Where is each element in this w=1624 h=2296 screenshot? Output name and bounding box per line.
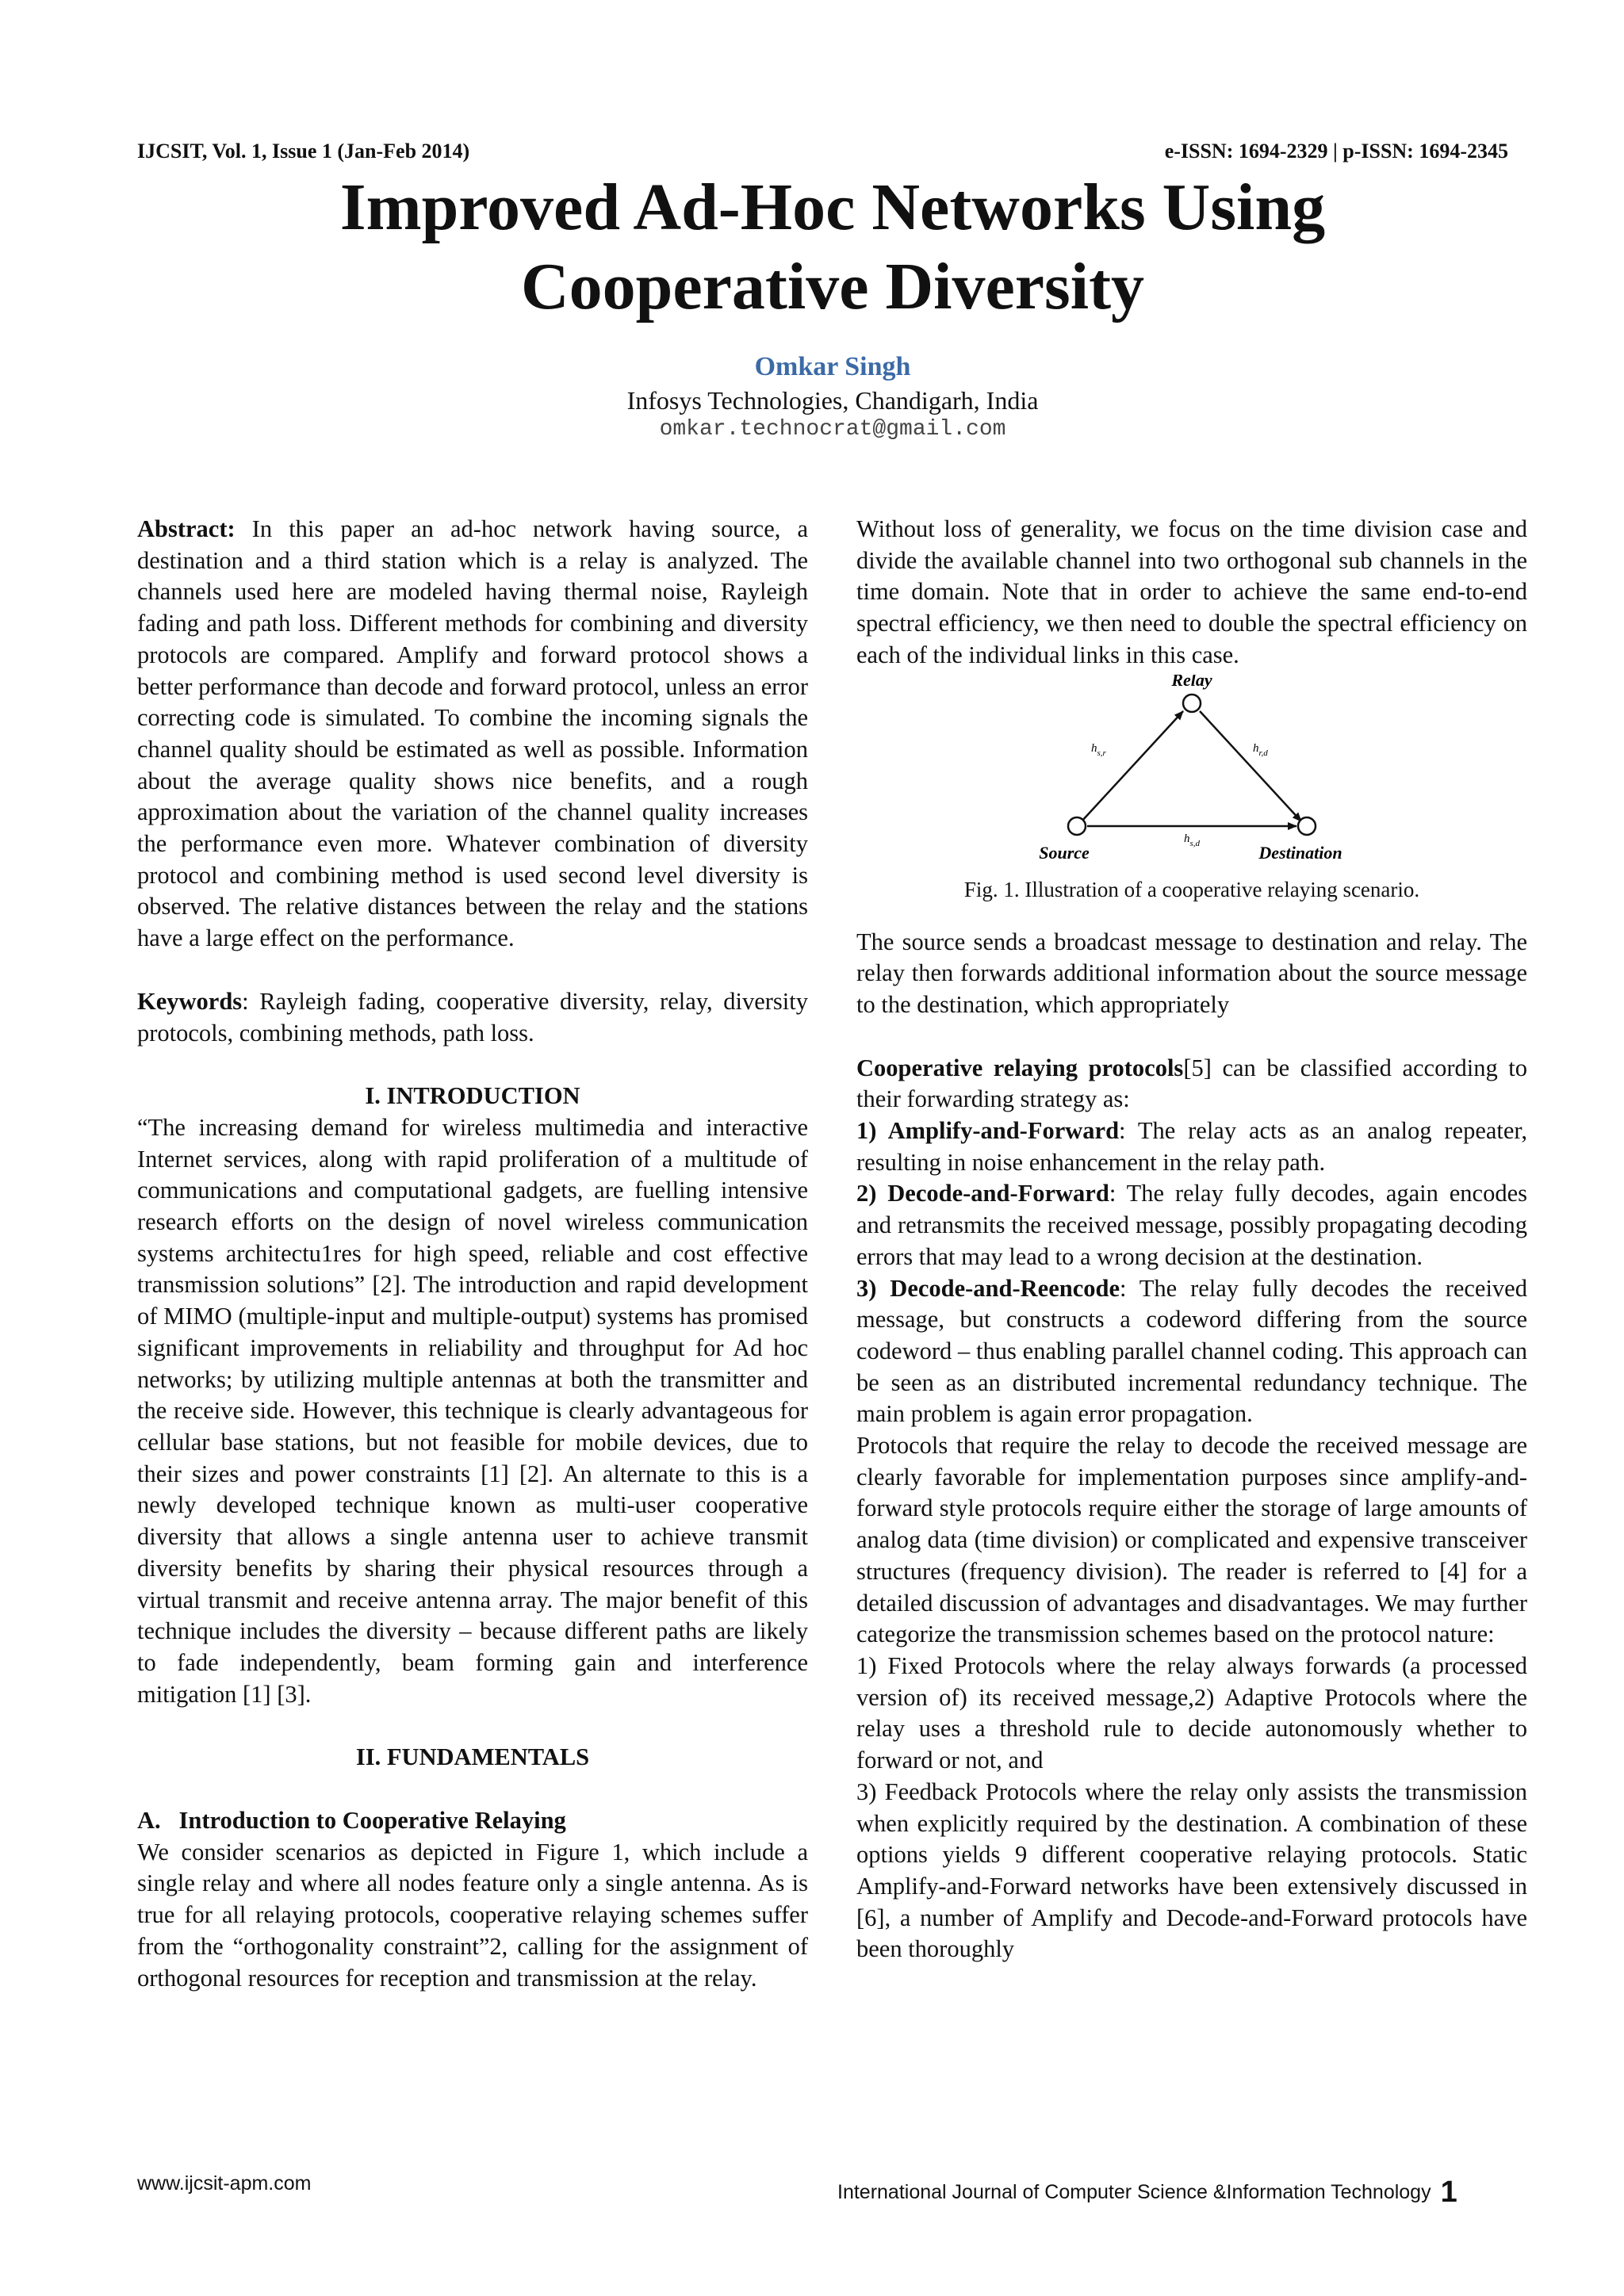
paragraph-broadcast: The source sends a broadcast message to destination and relay. The relay then forwards additional information about the source message to the destination, which appropriately: [856, 928, 1527, 1018]
paragraph-feedback: 3) Feedback Protocols where the relay only assists the transmission when explicitly required by the destination. A combination of these options yields 9 different cooperative relaying protocols. Static Amplify-and-Forward networks have been extensively discussed in [6], a number of Amplify and Decode-and-Forward protocols have been thoroughly: [856, 1777, 1527, 1963]
fundamentals-text: We consider scenarios as depicted in Figure 1, which include a single relay and where all nodes feature only a single antenna. As is true for all relaying protocols, cooperative relaying schemes suffer from the “orthogonality constraint”2, calling for the assignment of orthogonal resources for reception and transmission at the relay.: [137, 1838, 808, 1992]
title-line-2: Cooperative Diversity: [520, 250, 1145, 323]
protocol-df: [856, 1178, 1527, 1272]
protocol-af: [856, 1115, 1527, 1178]
footer-url[interactable]: www.ijcsit-apm.com: [137, 2172, 312, 2195]
title-line-1: Improved Ad-Hoc Networks Using: [339, 170, 1326, 244]
relay-label: Relay: [1171, 674, 1212, 690]
author-affiliation: Infosys Technologies, Chandigarh, India: [626, 386, 1039, 415]
h-rd-label: $h_{r,d}$: [1253, 741, 1268, 758]
destination-label: Destination: [1258, 842, 1342, 863]
protocol-df-label: 2) Decode-and-Forward: [856, 1180, 1109, 1207]
journal-volume: IJCSIT, Vol. 1, Issue 1 (Jan-Feb 2014): [137, 140, 470, 163]
author-email[interactable]: omkar.technocrat@gmail.com: [659, 417, 1006, 442]
issn: e-ISSN: 1694-2329 | p-ISSN: 1694-2345: [1164, 140, 1508, 163]
protocol-dr-label: 3) Decode-and-Reencode: [856, 1274, 1120, 1302]
footer-journal-name: International Journal of Computer Science &Information Technology: [837, 2181, 1431, 2203]
source-node: [1068, 817, 1086, 835]
abstract-text: In this paper an ad-hoc network having source, a destination and a third station which is a relay is analyzed. The channels used here are modeled having thermal noise, Rayleigh fading and path loss. Different methods for combining and diversity protocols are compared. Amplify and forward protocol shows a better performance than decode and forward protocol, unless an error correcting code is simulated. To combine the incoming signals the channel quality should be estimated as well as possible. Information about the average quality shows nice benefits, and a rough approximation about the variation of the channel quality increases the performance even more. Whatever combination of diversity protocol and combining method is used second level diversity is observed. The relative distances between the relay and the stations have a large effect on the performance.: [137, 515, 808, 952]
destination-node: [1298, 817, 1316, 835]
keywords-label: Keywords: [137, 987, 243, 1015]
abstract-label: Abstract:: [137, 515, 236, 542]
edge-source-relay: [1082, 711, 1183, 821]
protocol-af-text: : The relay acts as an analog repeater, resulting in noise enhancement in the relay path.: [856, 1117, 1527, 1176]
footer-journal: [837, 2172, 1457, 2209]
intro-heading: I. INTRODUCTION: [365, 1082, 580, 1110]
page-number: 1: [1440, 2175, 1457, 2209]
right-column: [856, 514, 1527, 1965]
protocol-af-label: 1) Amplify-and-Forward: [856, 1117, 1120, 1145]
protocol-dr: [856, 1273, 1527, 1431]
h-sd-label: $h_{s,d}$: [1184, 832, 1201, 848]
h-sr-label: $h_{s,r}$: [1091, 741, 1106, 758]
edge-relay-destination: [1200, 711, 1301, 821]
paper-title: [0, 168, 1624, 327]
author-name: Omkar Singh: [754, 352, 911, 381]
intro-text: “The increasing demand for wireless multimedia and interactive Internet services, along with rapid proliferation of a multitude of communications and computational gadgets, are fuelling intensive research efforts on the design of novel wireless communication systems architectu1res for high speed, reliable and cost effective transmission solutions” [2]. The introduction and rapid development of MIMO (multiple-input and multiple-output) systems has promised significant improvements in reliability and throughput for Ad hoc networks; by utilizing multiple antennas at both the transmitter and the receive side. However, this technique is clearly advantageous for cellular base stations, but not feasible for mobile devices, due to their sizes and power constraints [1] [2]. An alternate to this is a newly developed technique known as multi-user cooperative diversity that allows a single antenna user to achieve transmit diversity benefits by sharing their physical resources through a virtual transmit and receive antenna array. The major benefit of this technique includes the diversity – because different paths are likely to fade independently, beam forming gain and interference mitigation [1] [3].: [137, 1113, 808, 1708]
subsection-heading: A. Introduction to Cooperative Relaying: [137, 1807, 566, 1835]
paragraph-fixed-adaptive: 1) Fixed Protocols where the relay always forwards (a processed version of) its received message,2) Adaptive Protocols where the relay uses a threshold rule to decide autonomously whether to forward or not, and: [856, 1651, 1527, 1774]
source-label: Source: [1039, 842, 1090, 863]
figure-relay-scenario: [856, 675, 1527, 871]
protocols-text: [5] can be classified according to their forwarding strategy as:: [856, 1054, 1528, 1113]
protocol-df-text: : The relay fully decodes, again encodes and retransmits the received message, possibly propagating decoding errors that may lead to a wrong decision at the destination.: [856, 1180, 1527, 1270]
paragraph-time-division: Without loss of generality, we focus on the time division case and divide the available channel into two orthogonal sub channels in the time domain. Note that in order to achieve the same end-to-end spectral efficiency, we then need to double the spectral efficiency on each of the individual links in this case.: [856, 515, 1527, 668]
protocols-label: Cooperative relaying protocols: [856, 1054, 1184, 1081]
relay-node: [1183, 695, 1201, 712]
paragraph-decode-protocols: Protocols that require the relay to decode the received message are clearly favorable for implementation purposes since amplify-and-forward style protocols require either the storage of large amounts of analog data (time division) or complicated and expensive transceiver structures (frequency division). The reader is referred to [4] for a detailed discussion of advantages and disadvantages. We may further categorize the transmission schemes based on the protocol nature:: [856, 1432, 1527, 1648]
protocols-intro: [856, 1053, 1527, 1115]
keywords: [137, 986, 808, 1049]
figure-caption: Fig. 1. Illustration of a cooperative relaying scenario.: [963, 877, 1420, 901]
fundamentals-heading: II. FUNDAMENTALS: [355, 1743, 590, 1771]
keywords-text: : Rayleigh fading, cooperative diversity, relay, diversity protocols, combining methods, path loss.: [137, 987, 808, 1047]
relay-diagram: [856, 675, 1527, 871]
protocol-dr-text: : The relay fully decodes the received message, but constructs a codeword differing from the source codeword – thus enabling parallel channel coding. This approach can be seen as an distributed incremental redundancy technique. The main problem is again error propagation.: [856, 1274, 1527, 1428]
abstract: [137, 514, 808, 955]
left-column: [137, 514, 808, 1994]
